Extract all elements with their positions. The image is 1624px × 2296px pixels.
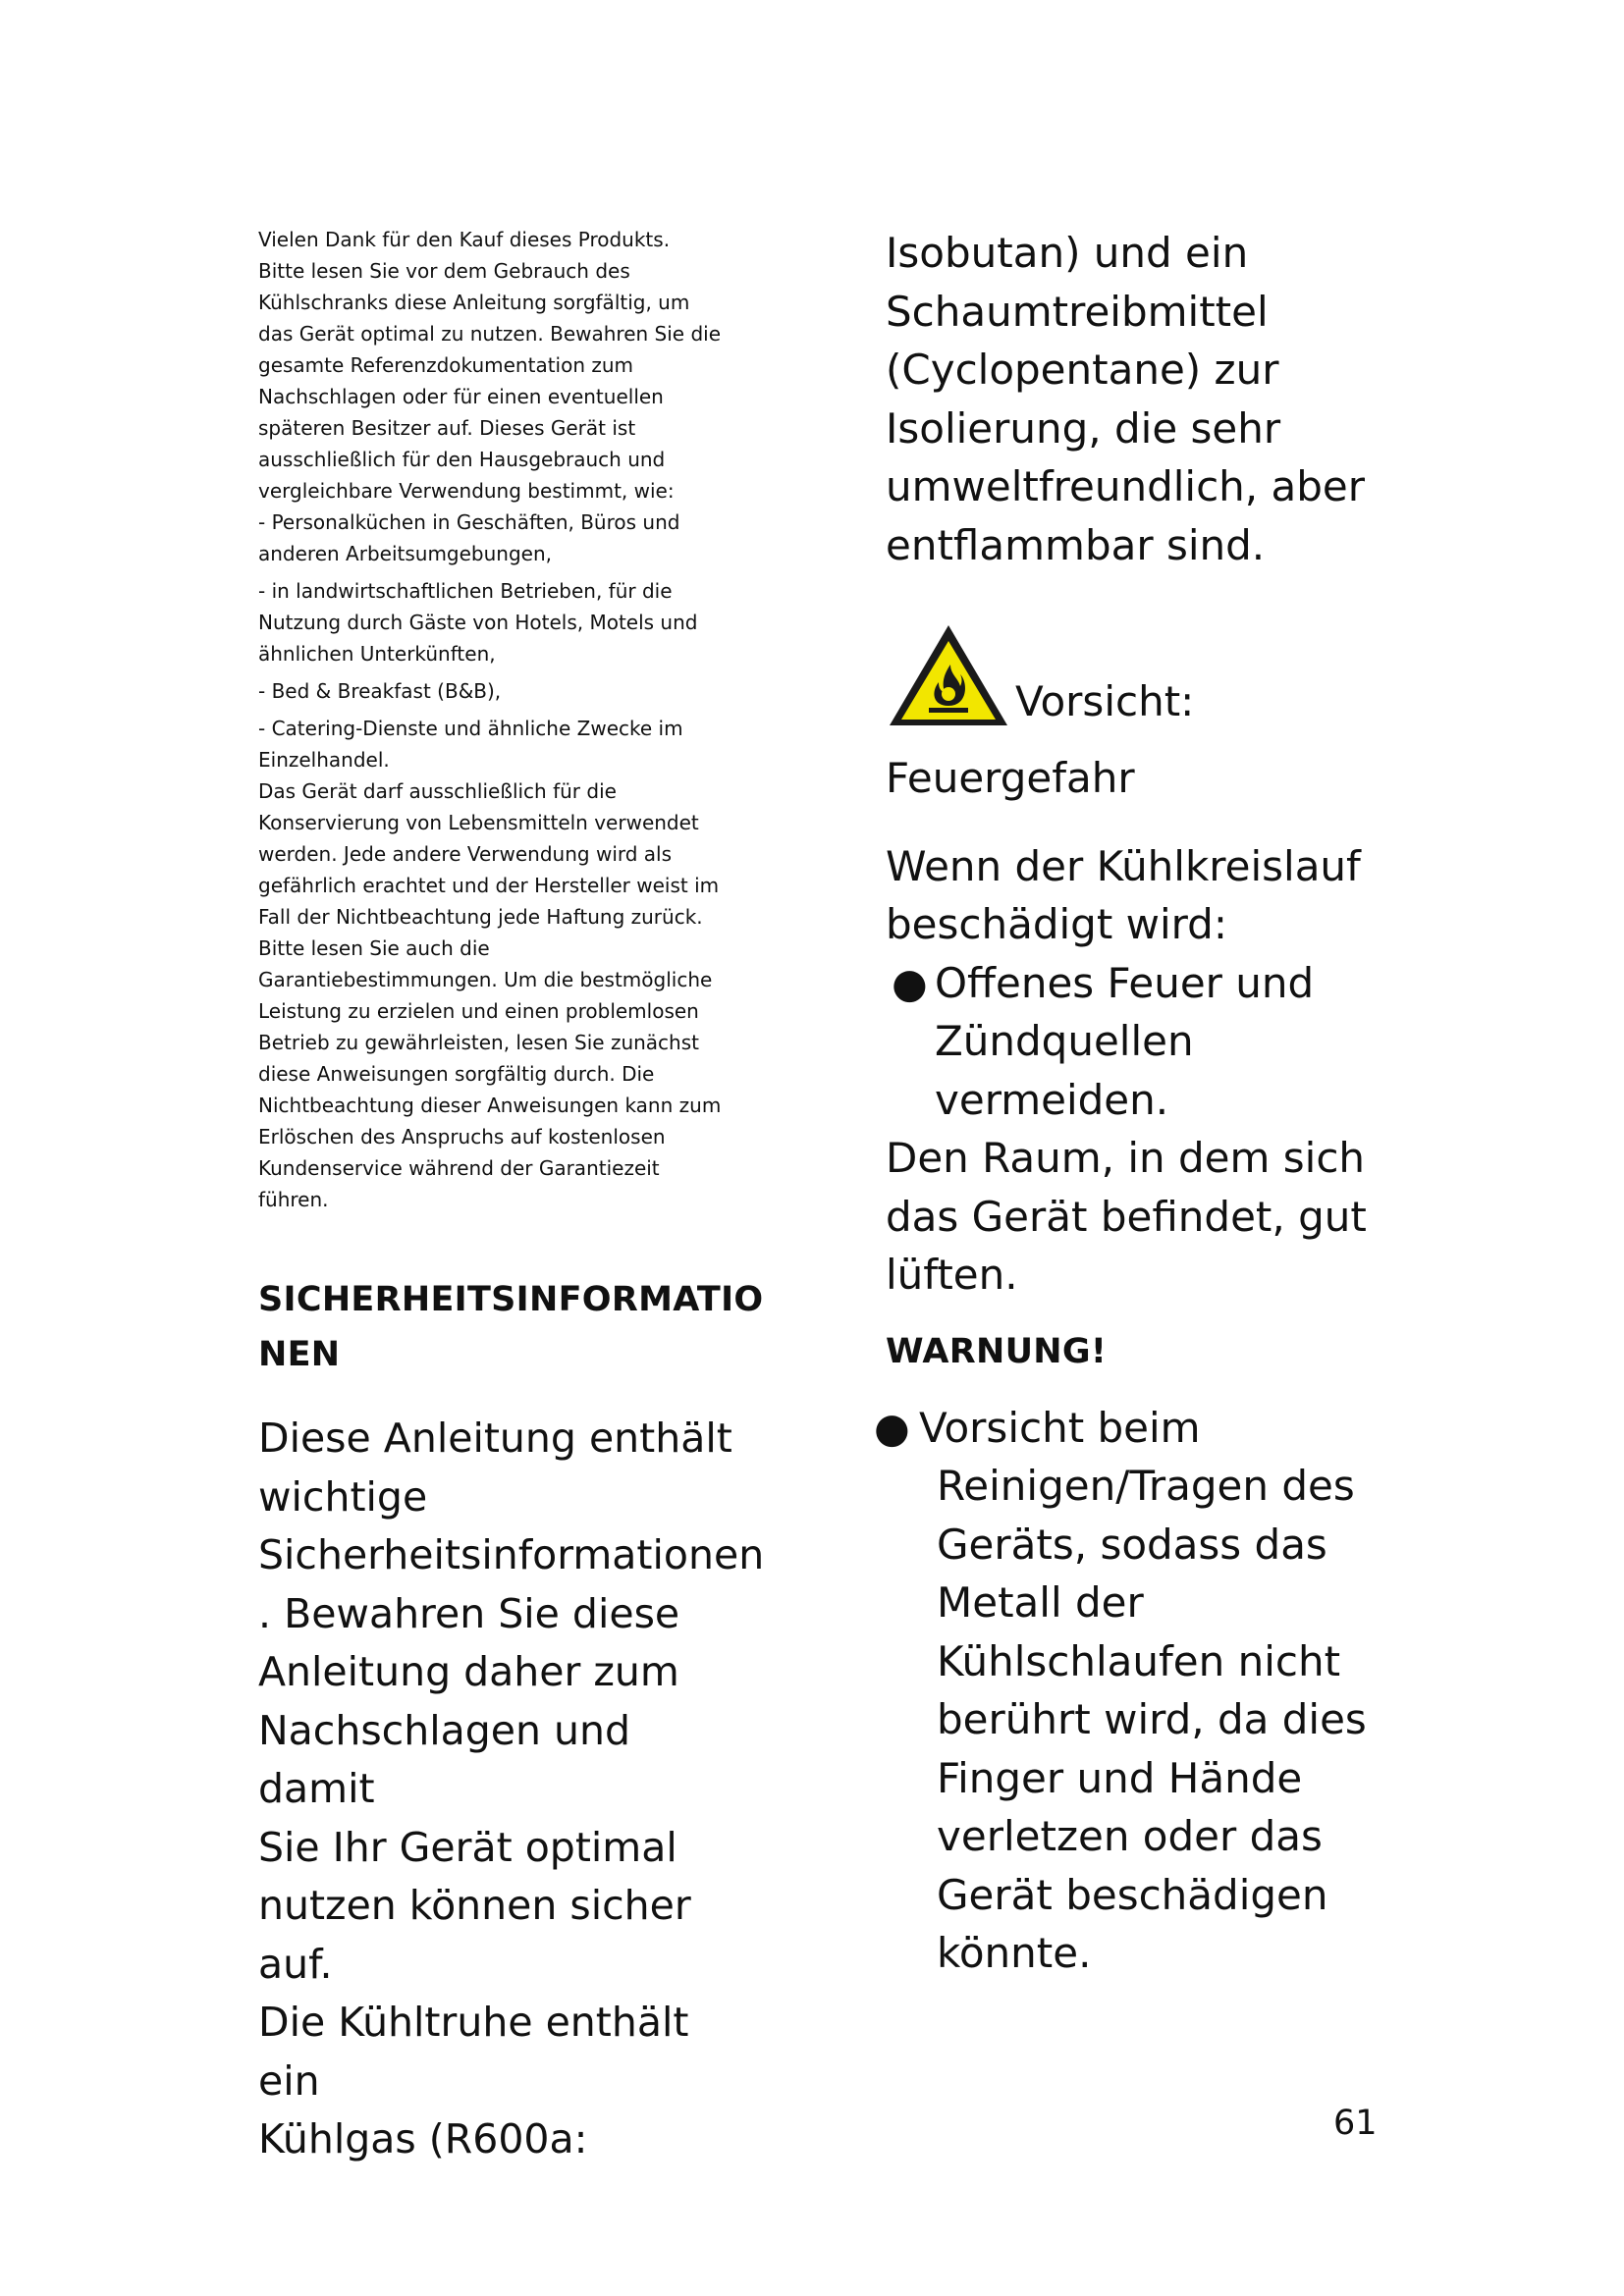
text-line: Wenn der Kühlkreislauf bbox=[886, 841, 1361, 890]
text-line: das Gerät befindet, gut bbox=[886, 1192, 1367, 1241]
text-line: Das Gerät darf ausschließlich für die bbox=[258, 779, 617, 803]
text-line: Konservierung von Lebensmitteln verwendet bbox=[258, 811, 699, 834]
circuit-damage-paragraph bbox=[886, 837, 1396, 954]
heading-line: NEN bbox=[258, 1335, 341, 1374]
usage-list-item bbox=[258, 575, 759, 669]
text-line: führen. bbox=[258, 1188, 329, 1211]
left-column bbox=[258, 224, 765, 2169]
text-line: ähnlichen Unterkünften, bbox=[258, 642, 496, 666]
text-line: Geräts, sodass das bbox=[937, 1520, 1327, 1569]
intro-paragraph bbox=[258, 224, 759, 569]
text-line: nutzen können sicher bbox=[258, 1882, 691, 1929]
warning-heading: WARNUNG! bbox=[886, 1331, 1108, 1371]
text-line: Metall der bbox=[937, 1578, 1144, 1627]
text-line: Zündquellen bbox=[935, 1017, 1194, 1065]
heading-line: SICHERHEITSINFORMATIO bbox=[258, 1280, 764, 1319]
caution-subject: Feuergefahr bbox=[886, 754, 1135, 802]
text-line: Gerät beschädigen bbox=[937, 1870, 1328, 1919]
text-line: gesamte Referenzdokumentation zum bbox=[258, 353, 634, 377]
bullet-item bbox=[868, 1399, 1396, 1983]
bullet-glyph: ● bbox=[892, 958, 928, 1007]
text-line: (Cyclopentane) zur bbox=[886, 346, 1279, 394]
text-line: Diese Anleitung enthält bbox=[258, 1415, 732, 1462]
refrigerant-paragraph bbox=[886, 224, 1396, 574]
text-line: werden. Jede andere Verwendung wird als bbox=[258, 842, 673, 866]
text-line: Kühlschranks diese Anleitung sorgfältig, um bbox=[258, 291, 690, 314]
text-line: Vorsicht beim bbox=[919, 1403, 1201, 1452]
text-line: Isobutan) und ein bbox=[886, 229, 1249, 277]
bullet-item bbox=[886, 954, 1396, 1130]
text-line: - Bed & Breakfast (B&B), bbox=[258, 679, 502, 703]
text-line: verletzen oder das bbox=[937, 1812, 1323, 1860]
text-line: gefährlich erachtet und der Hersteller weist im bbox=[258, 874, 720, 897]
text-line: Nutzung durch Gäste von Hotels, Motels und bbox=[258, 611, 698, 634]
text-line: wichtige bbox=[258, 1472, 428, 1521]
text-line: anderen Arbeitsumgebungen, bbox=[258, 542, 553, 565]
fire-hazard-triangle-icon bbox=[886, 621, 1011, 729]
text-line: vergleichbare Verwendung bestimmt, wie: bbox=[258, 479, 675, 503]
text-line: lüften. bbox=[886, 1251, 1018, 1299]
text-line: späteren Besitzer auf. Dieses Gerät ist bbox=[258, 416, 636, 440]
caution-label: Vorsicht: bbox=[1015, 677, 1195, 725]
text-line: Kühlschlaufen nicht bbox=[937, 1636, 1341, 1685]
usage-list-item bbox=[258, 713, 759, 1215]
text-line: Betrieb zu gewährleisten, lesen Sie zunächst bbox=[258, 1031, 699, 1054]
text-line: könnte. bbox=[937, 1929, 1092, 1977]
text-line: Nachschlagen oder für einen eventuellen bbox=[258, 385, 664, 408]
text-line: umweltfreundlich, aber bbox=[886, 462, 1365, 510]
text-line: Die Kühltruhe enthält ein bbox=[258, 1999, 689, 2105]
text-line: Isolierung, die sehr bbox=[886, 403, 1281, 453]
text-line: vermeiden. bbox=[935, 1075, 1169, 1124]
text-line: ausschließlich für den Hausgebrauch und bbox=[258, 448, 666, 471]
usage-list-item bbox=[258, 675, 759, 707]
text-line: beschädigt wird: bbox=[886, 900, 1227, 948]
text-line: Anleitung daher zum bbox=[258, 1648, 679, 1695]
text-line: - in landwirtschaftlichen Betrieben, für die bbox=[258, 579, 673, 603]
text-line: berührt wird, da dies bbox=[937, 1695, 1367, 1743]
text-line: Bitte lesen Sie auch die bbox=[258, 936, 490, 960]
text-line: entflammbar sind. bbox=[886, 520, 1266, 569]
text-line: Nichtbeachtung dieser Anweisungen kann zum bbox=[258, 1094, 722, 1117]
text-line: Einzelhandel. bbox=[258, 748, 390, 772]
text-line: Reinigen/Tragen des bbox=[937, 1462, 1355, 1510]
text-line: . Bewahren Sie diese bbox=[258, 1589, 680, 1637]
text-line: Schaumtreibmittel bbox=[886, 287, 1269, 336]
text-line: Finger und Hände bbox=[937, 1753, 1303, 1802]
text-line: Offenes Feuer und bbox=[935, 958, 1315, 1007]
text-line: Erlöschen des Anspruchs auf kostenlosen bbox=[258, 1125, 666, 1148]
text-line: Kundenservice während der Garantiezeit bbox=[258, 1156, 660, 1180]
text-line: das Gerät optimal zu nutzen. Bewahren Sie die bbox=[258, 322, 722, 346]
text-line: Sie Ihr Gerät optimal bbox=[258, 1823, 677, 1871]
text-line: auf. bbox=[258, 1940, 333, 1988]
text-line: Garantiebestimmungen. Um die bestmögliche bbox=[258, 968, 713, 991]
fire-caution bbox=[886, 621, 1396, 749]
bullet-glyph: ● bbox=[874, 1403, 910, 1452]
ventilation-paragraph bbox=[886, 1129, 1396, 1305]
text-line: Leistung zu erzielen und einen problemlosen bbox=[258, 999, 699, 1023]
text-line: Vielen Dank für den Kauf dieses Produkts. bbox=[258, 228, 671, 251]
text-line: - Catering-Dienste und ähnliche Zwecke im bbox=[258, 717, 683, 740]
text-line: Nachschlagen und damit bbox=[258, 1706, 630, 1812]
text-line: diese Anweisungen sorgfältig durch. Die bbox=[258, 1062, 655, 1086]
right-column bbox=[874, 224, 1396, 1983]
text-line: Fall der Nichtbeachtung jede Haftung zurück. bbox=[258, 905, 703, 929]
text-line: Sicherheitsinformationen bbox=[258, 1531, 765, 1578]
text-line: - Personalküchen in Geschäften, Büros und bbox=[258, 510, 680, 534]
text-line: Den Raum, in dem sich bbox=[886, 1134, 1366, 1182]
text-line: Kühlgas (R600a: bbox=[258, 2115, 588, 2163]
section-heading bbox=[258, 1272, 764, 1382]
safety-paragraph bbox=[258, 1410, 765, 2169]
page-number: 61 bbox=[1333, 2104, 1378, 2143]
text-line: Bitte lesen Sie vor dem Gebrauch des bbox=[258, 259, 630, 283]
